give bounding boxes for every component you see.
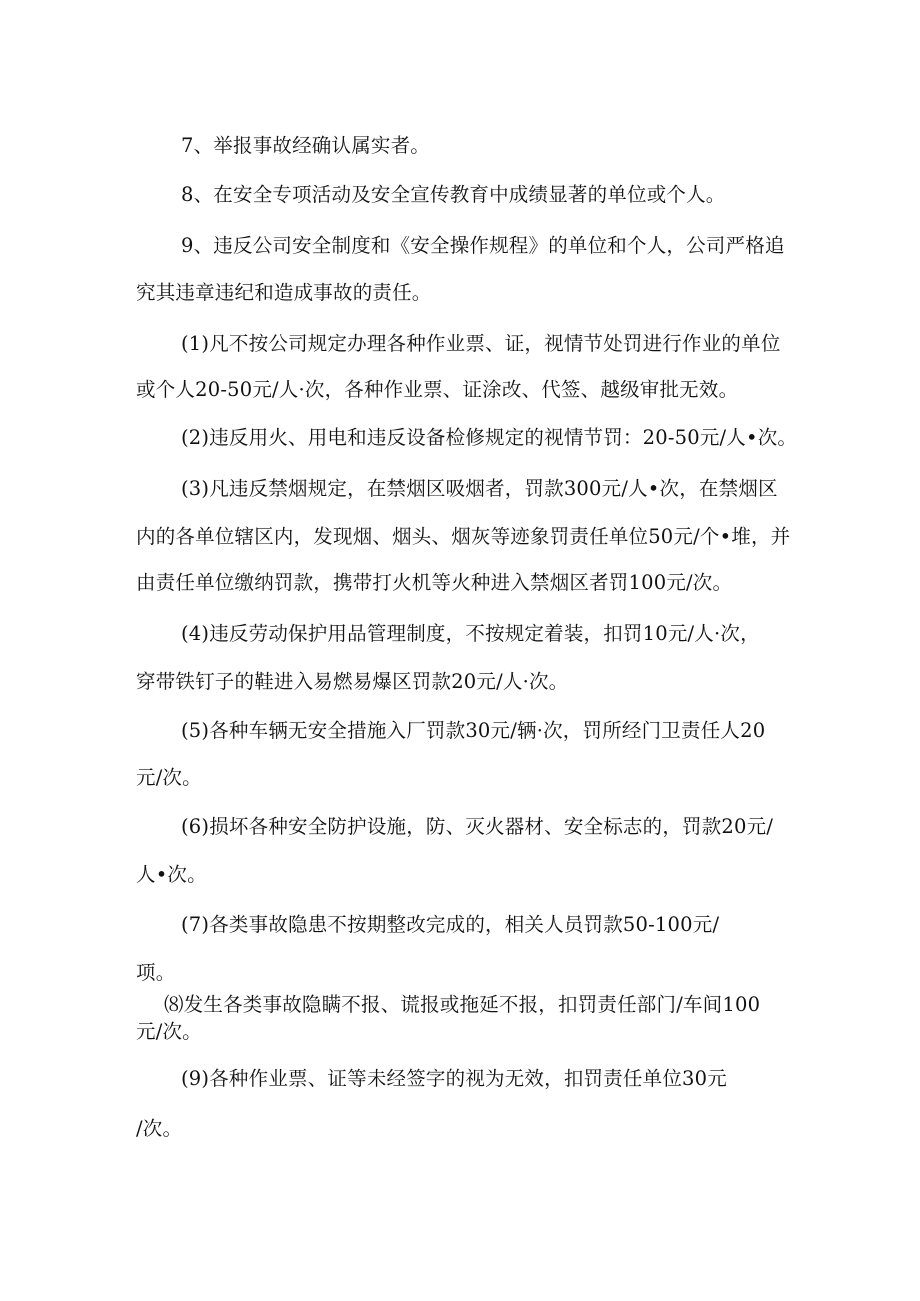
sub-8-line-2: 元/次。 (136, 1020, 202, 1043)
sub-1-line-1: (1)凡不按公司规定办理各种作业票、证，视情节处罚进行作业的单位 (181, 332, 781, 355)
sub-6-line-1: (6)损坏各种安全防护设施，防、灭火器材、安全标志的，罚款20元/ (181, 815, 774, 838)
sub-2-line-1: (2)违反用火、用电和违反设备检修规定的视情节罚：20-50元/人•次。 (181, 426, 798, 449)
item-8-line: 8、在安全专项活动及安全宣传教育中成绩显著的单位或个人。 (181, 183, 726, 206)
sub-9-line-1: (9)各种作业票、证等未经签字的视为无效，扣罚责任单位30元 (181, 1067, 727, 1090)
item-9-line-1: 9、违反公司安全制度和《安全操作规程》的单位和个人，公司严格追 (181, 234, 785, 257)
sub-6-line-2: 人•次。 (136, 863, 207, 886)
sub-8-line-1: ⑻发生各类事故隐瞒不报、谎报或拖延不报，扣罚责任部门/车间100 (164, 993, 761, 1016)
item-7-line: 7、举报事故经确认属实者。 (181, 134, 431, 157)
sub-3-line-3: 由责任单位缴纳罚款，携带打火机等火种进入禁烟区者罚100元/次。 (136, 571, 733, 594)
sub-4-line-2: 穿带铁钉子的鞋进入易燃易爆区罚款20元/人·次。 (136, 670, 569, 693)
sub-4-line-1: (4)违反劳动保护用品管理制度，不按规定着装，扣罚10元/人·次， (181, 622, 760, 645)
sub-5-line-1: (5)各种车辆无安全措施入厂罚款30元/辆·次，罚所经门卫责任人20 (181, 719, 766, 742)
sub-7-line-1: (7)各类事故隐患不按期整改完成的，相关人员罚款50-100元/ (181, 913, 720, 936)
sub-9-line-2: /次。 (136, 1117, 183, 1140)
sub-3-line-1: (3)凡违反禁烟规定，在禁烟区吸烟者，罚款300元/人•次，在禁烟区 (181, 477, 778, 500)
sub-7-line-2: 项。 (136, 961, 176, 984)
sub-3-line-2: 内的各单位辖区内，发现烟、烟头、烟灰等迹象罚责任单位50元/个•堆，并 (136, 525, 791, 548)
sub-1-line-2: 或个人20-50元/人·次，各种作业票、证涂改、代签、越级审批无效。 (136, 378, 739, 401)
sub-5-line-2: 元/次。 (136, 766, 202, 789)
item-9-line-2: 究其违章违纪和造成事故的责任。 (136, 281, 432, 304)
